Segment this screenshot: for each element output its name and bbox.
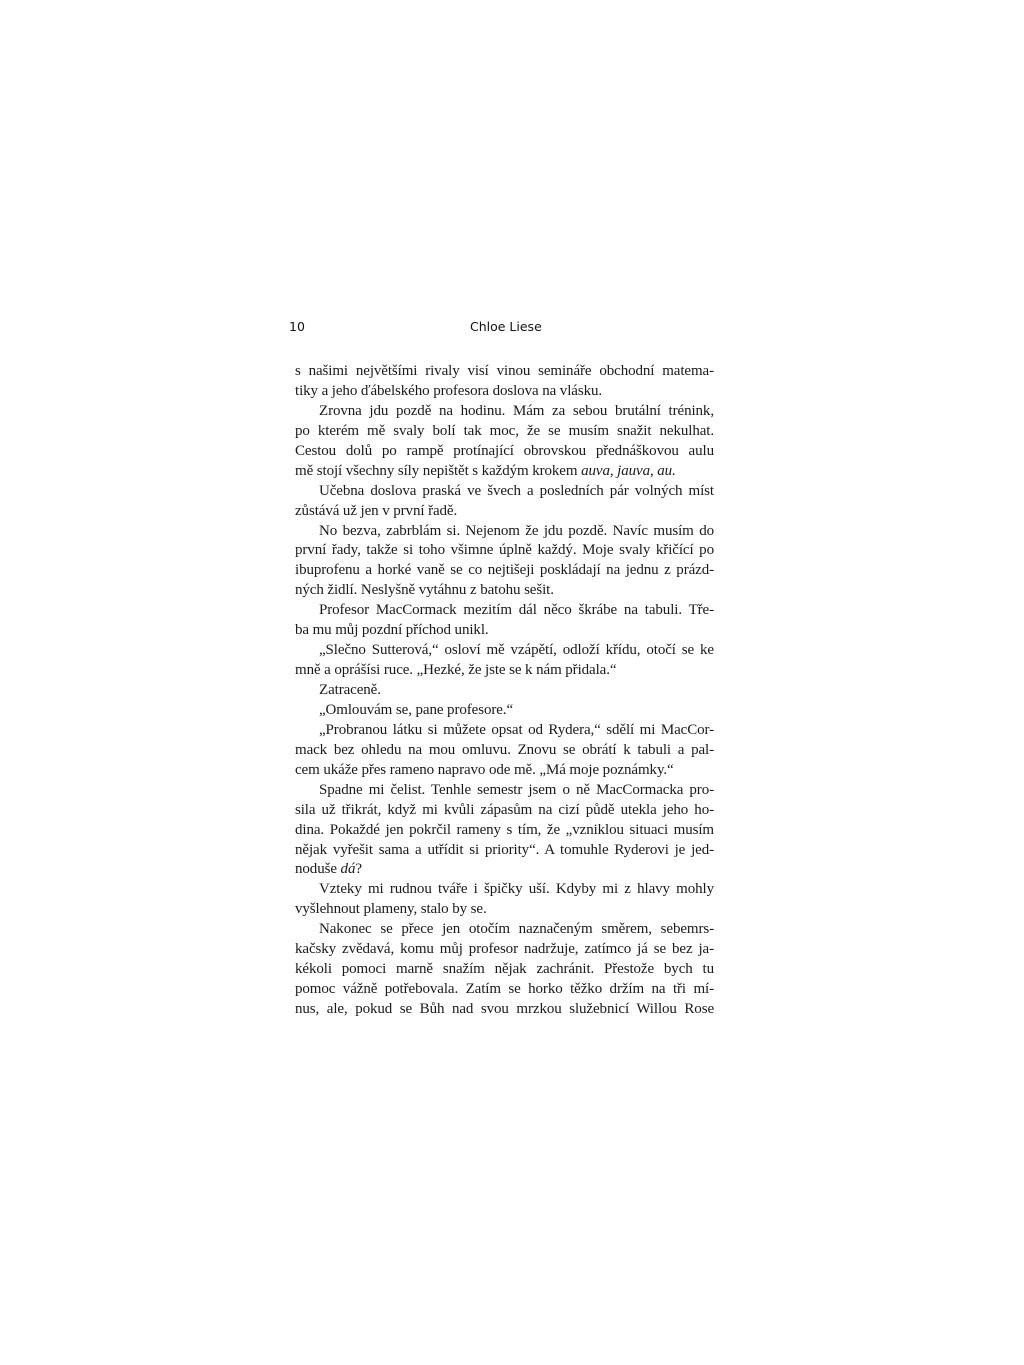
text-line: Zrovna jdu pozdě na hodinu. Mám za sebou brutální trénink,: [319, 402, 714, 419]
paragraph: [295, 920, 714, 1020]
text-line: zůstává už jen v první řadě.: [295, 502, 458, 519]
paragraph: [295, 641, 714, 681]
text-line: první řady, takže si toho všimne úplně každý. Moje svaly křičící po: [295, 542, 714, 559]
text-line: mack bez ohledu na mou omluvu. Znovu se obrátí k tabuli a pal-: [295, 741, 714, 758]
italic-run: auva, jauva, au.: [581, 462, 676, 479]
text-line: Cestou dolů po rampě protínající obrovskou přednáškovou aulu: [295, 442, 714, 459]
text-line: kačsky zvědavá, komu můj profesor nadržuje, zatímco já se bez ja-: [295, 941, 714, 958]
text-run: noduše: [295, 861, 341, 878]
text-line: „Probranou látku si můžete opsat od Rydera,“ sdělí mi MacCor-: [319, 721, 714, 738]
text-line: vyšlehnout plameny, stalo by se.: [295, 901, 487, 918]
text-line: nus, ale, pokud se Bůh nad svou mrzkou služebnicí Willou Rose: [295, 1001, 714, 1017]
text-line: ibuprofenu a horké vaně se co nejtišeji poskládají na jednu z prázd-: [295, 562, 714, 579]
text-line: ných židlí. Neslyšně vytáhnu z batohu sešit.: [295, 582, 554, 599]
paragraph: [295, 601, 714, 641]
paragraph: [295, 362, 714, 402]
text-line: [295, 860, 714, 880]
italic-run: dá: [340, 861, 356, 878]
text-line: pomoc vážně potřebovala. Zatím se horko těžko držím na tři mí-: [295, 981, 714, 998]
body-text: [295, 362, 714, 1020]
text-run: mě stojí všechny síly nepištět s každým krokem: [295, 462, 582, 479]
text-line: s našimi největšími rivaly visí vinou semináře obchodní matema-: [295, 363, 714, 379]
text-line: nějak vyřešit sama a utřídit si priority“. A tomuhle Ryderovi je jed-: [295, 841, 714, 858]
text-line: dina. Pokaždé jen pokrčil rameny s tím, že „vzniklou situaci musím: [295, 821, 714, 838]
text-line: sila už třikrát, když mi kvůli zápasům na cizí půdě utekla jeho ho-: [295, 801, 714, 818]
paragraph: [295, 781, 714, 881]
text-line: Spadne mi čelist. Tenhle semestr jsem o ně MacCormacka pro-: [319, 781, 714, 798]
paragraph: [295, 880, 714, 920]
paragraph: [295, 482, 714, 522]
paragraph: [295, 681, 714, 701]
running-head-author: Chloe Liese: [470, 319, 542, 334]
text-line: Zatraceně.: [319, 682, 381, 698]
text-line: „Omlouvám se, pane profesore.“: [319, 701, 514, 718]
text-run: ?: [355, 861, 362, 878]
text-line: Profesor MacCormack mezitím dál něco škrábe na tabuli. Tře-: [319, 602, 714, 619]
text-line: Nakonec se přece jen otočím naznačeným směrem, sebemrs-: [319, 921, 714, 938]
running-head: [289, 319, 715, 339]
text-line: mně a oprášísi ruce. „Hezké, že jste se k nám přidala.“: [295, 662, 617, 679]
text-line: Učebna doslova praská ve švech a posledních pár volných míst: [319, 482, 714, 499]
page-number: 10: [289, 319, 305, 334]
paragraph: [295, 721, 714, 781]
paragraph: [295, 402, 714, 482]
text-line: ba mu můj pozdní příchod unikl.: [295, 622, 489, 639]
text-line: „Slečno Sutterová,“ osloví mě vzápětí, odloží křídu, otočí se ke: [319, 642, 714, 659]
paragraph: [295, 701, 714, 721]
text-line: [295, 462, 714, 482]
text-line: Vzteky mi rudnou tváře i špičky uší. Kdyby mi z hlavy mohly: [319, 881, 714, 898]
text-line: cem ukáže přes rameno napravo ode mě. „Má moje poznámky.“: [295, 761, 674, 778]
text-line: No bezva, zabrblám si. Nejenom že jdu pozdě. Navíc musím do: [319, 522, 714, 539]
text-line: po kterém mě svaly bolí tak moc, že se musím snažit nekulhat.: [295, 422, 714, 439]
text-line: tiky a jeho ďábelského profesora doslova na vlásku.: [295, 382, 603, 399]
text-line: kékoli pomoci marně snažím nějak zachránit. Přestože bych tu: [295, 961, 714, 978]
paragraph: [295, 522, 714, 602]
